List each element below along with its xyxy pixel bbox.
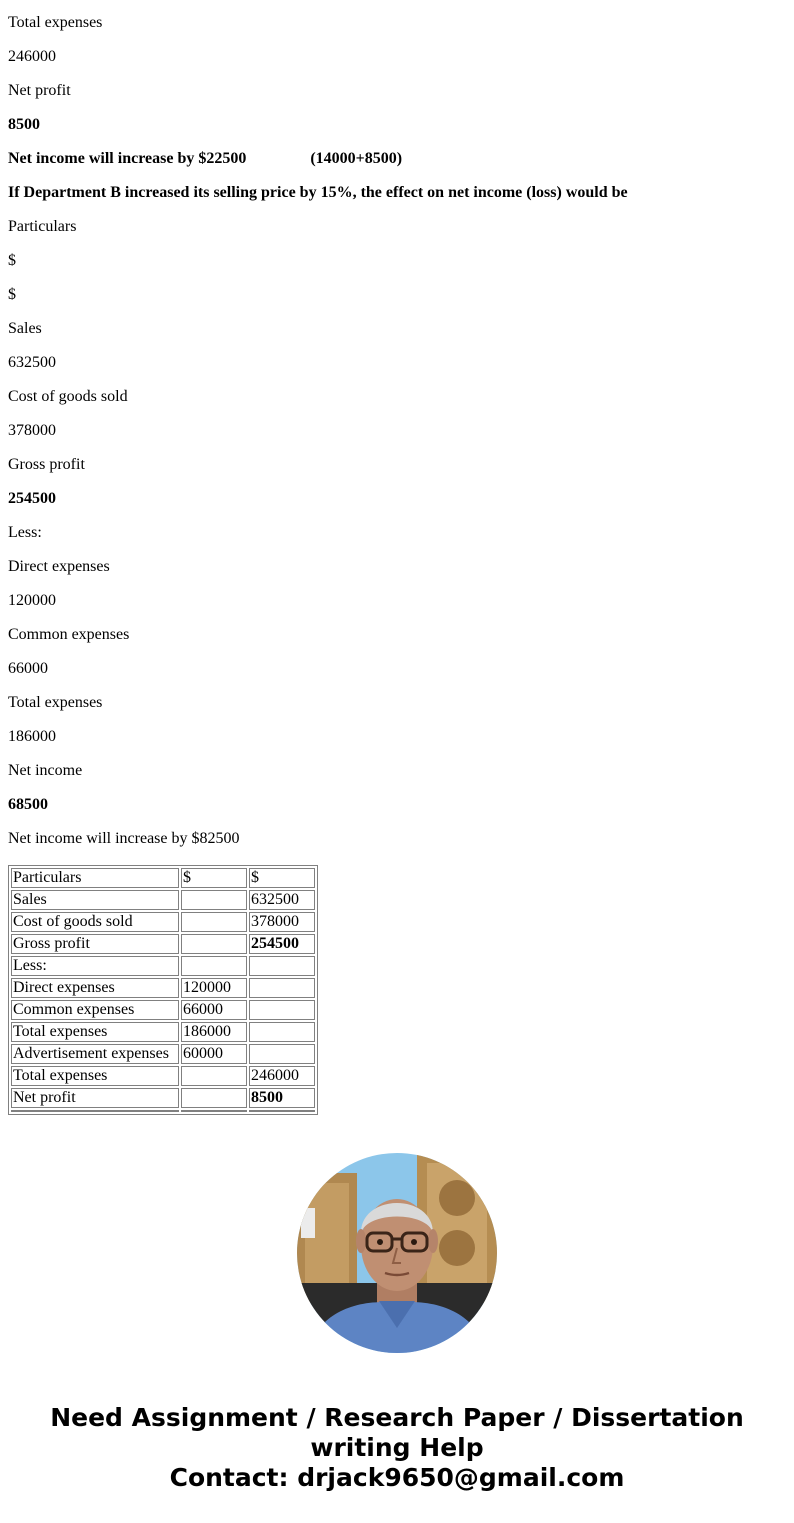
- table-cell-amount: 120000: [181, 978, 247, 998]
- table-cell-label: Less:: [11, 956, 179, 976]
- table-row: [11, 1066, 315, 1086]
- section-line: 254500: [8, 490, 56, 507]
- table-row-empty: [11, 1110, 315, 1112]
- banner-line-1: Need Assignment / Research Paper / Dissertation: [50, 1403, 744, 1432]
- table-cell-amount: [181, 1088, 247, 1108]
- section-line: Less:: [8, 524, 42, 541]
- section-line: Net income will increase by $82500: [8, 830, 240, 847]
- section-line: 68500: [8, 796, 48, 813]
- section-line: Cost of goods sold: [8, 388, 128, 405]
- banner-line-2: writing Help: [310, 1433, 484, 1462]
- section-line: Net income: [8, 762, 83, 779]
- table-cell-amount: [181, 1066, 247, 1086]
- increase-note: (14000+8500): [310, 150, 403, 167]
- contact-banner: [0, 1403, 794, 1493]
- table-cell-amount: [181, 934, 247, 954]
- table-cell-empty: [249, 1110, 315, 1112]
- table-cell-amount: [181, 956, 247, 976]
- table-cell-total: $: [249, 868, 315, 888]
- table-cell-total: [249, 956, 315, 976]
- table-row: [11, 1044, 315, 1064]
- section-line: $: [8, 252, 16, 269]
- table-row: [11, 912, 315, 932]
- contact-email: Contact: drjack9650@gmail.com: [169, 1463, 625, 1492]
- table-cell-label: Advertisement expenses: [11, 1044, 179, 1064]
- table-cell-amount: 186000: [181, 1022, 247, 1042]
- section-line: Gross profit: [8, 456, 85, 473]
- table-cell-total: 8500: [249, 1088, 315, 1108]
- table-cell-label: Common expenses: [11, 1000, 179, 1020]
- section-line: Total expenses: [8, 694, 103, 711]
- table-row: [11, 890, 315, 910]
- table-cell-label: Cost of goods sold: [11, 912, 179, 932]
- table-row: [11, 1022, 315, 1042]
- section-line: Common expenses: [8, 626, 130, 643]
- question-heading: If Department B increased its selling price by 15%, the effect on net income (loss) would be: [8, 184, 628, 201]
- table-cell-label: Total expenses: [11, 1022, 179, 1042]
- table-row: [11, 978, 315, 998]
- table-cell-label: Direct expenses: [11, 978, 179, 998]
- section-line: Sales: [8, 320, 42, 337]
- table-cell-total: [249, 1044, 315, 1064]
- table-cell-total: 254500: [249, 934, 315, 954]
- section-line: Direct expenses: [8, 558, 110, 575]
- table-row: [11, 934, 315, 954]
- text-line-3: Net profit: [8, 82, 71, 99]
- table-cell-total: [249, 1000, 315, 1020]
- section-line: 632500: [8, 354, 56, 371]
- text-line-1: Total expenses: [8, 14, 103, 31]
- table-cell-total: [249, 978, 315, 998]
- table-cell-total: [249, 1022, 315, 1042]
- table-cell-amount: 66000: [181, 1000, 247, 1020]
- table-cell-amount: $: [181, 868, 247, 888]
- table-cell-amount: 60000: [181, 1044, 247, 1064]
- increase-text: Net income will increase by $22500: [8, 150, 247, 167]
- section-line: $: [8, 286, 16, 303]
- table-cell-total: 378000: [249, 912, 315, 932]
- table-cell-label: Net profit: [11, 1088, 179, 1108]
- table-cell-total: 632500: [249, 890, 315, 910]
- table-row: [11, 1000, 315, 1020]
- text-line-4: 8500: [8, 116, 40, 133]
- author-photo-illustration: [297, 1153, 497, 1353]
- section-line: Particulars: [8, 218, 77, 235]
- table-row: [11, 1088, 315, 1108]
- table-row: [11, 956, 315, 976]
- table-cell-total: 246000: [249, 1066, 315, 1086]
- section-line: 66000: [8, 660, 48, 677]
- table-cell-label: Particulars: [11, 868, 179, 888]
- table-cell-label: Gross profit: [11, 934, 179, 954]
- increase-line: [8, 149, 402, 169]
- profit-loss-table: [8, 865, 318, 1115]
- section-line: 378000: [8, 422, 56, 439]
- table-cell-empty: [181, 1110, 247, 1112]
- table-cell-empty: [11, 1110, 179, 1112]
- author-avatar: [297, 1153, 497, 1353]
- table-cell-label: Sales: [11, 890, 179, 910]
- table-cell-label: Total expenses: [11, 1066, 179, 1086]
- table-cell-amount: [181, 912, 247, 932]
- table-cell-amount: [181, 890, 247, 910]
- section-line: 186000: [8, 728, 56, 745]
- section-line: 120000: [8, 592, 56, 609]
- table-row: [11, 868, 315, 888]
- text-line-2: 246000: [8, 48, 56, 65]
